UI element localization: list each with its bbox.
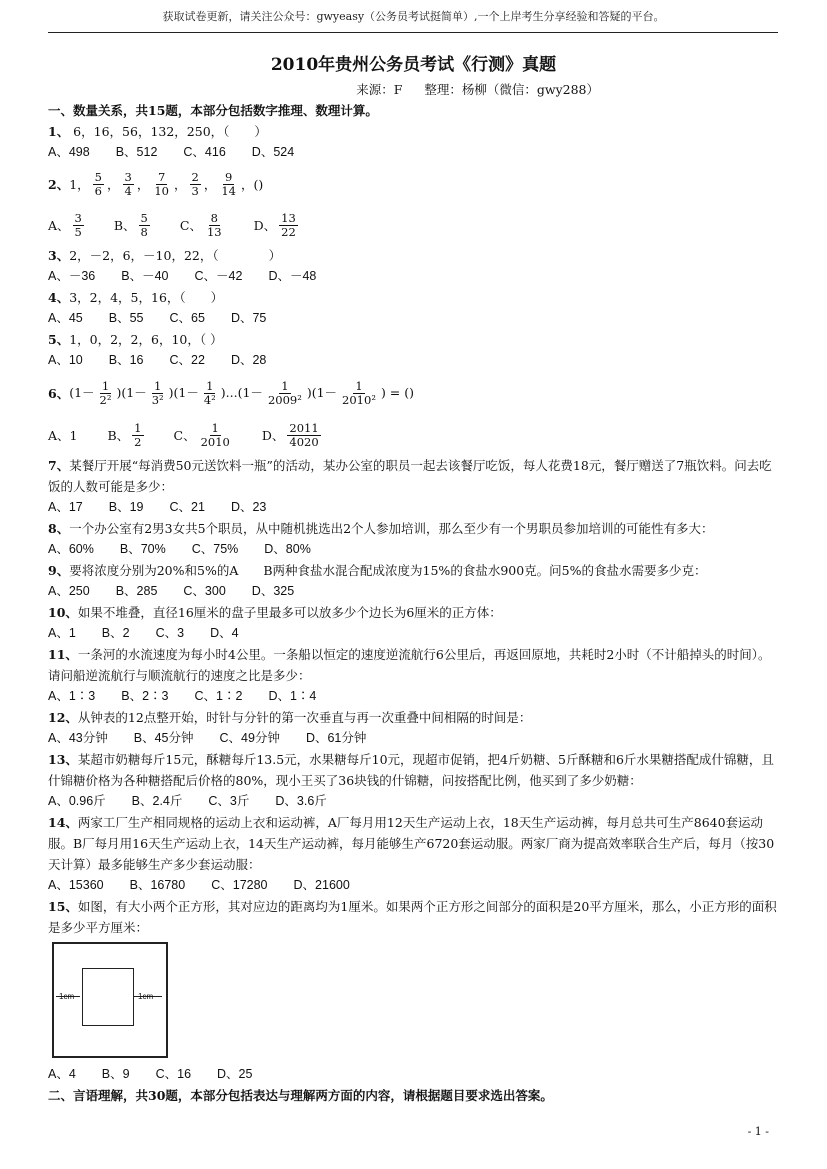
option-d[interactable]: D、－48 — [268, 269, 317, 283]
question-12 — [48, 707, 778, 728]
blank: () — [253, 176, 264, 192]
question-number: 15、 — [48, 899, 78, 914]
fraction: $\frac{5}{6}$ — [94, 169, 102, 198]
question-number: 3、 — [48, 248, 70, 263]
question-text: 某超市奶糖每斤15元，酥糖每斤13.5元，水果糖每斤10元，现超市促销，把4斤奶糖、5斤酥糖和6斤水果糖搭配成什锦糖，且什锦糖价格为各种糖搭配后价格的80%，现小王买了36块钱的什锦糖，问按搭配比例，他买到了多少奶糖： — [48, 752, 774, 788]
question-text: 3，2，4，5，16，（ ） — [69, 290, 224, 305]
question-text: 要将浓度分别为20%和5%的A B两种食盐水混合配成浓度为15%的食盐水900克。问5%的食盐水需要多少克： — [69, 563, 707, 578]
option-d[interactable]: D、80% — [264, 542, 311, 556]
question-3 — [48, 245, 778, 266]
question-10 — [48, 602, 778, 623]
option-a[interactable]: A、1 — [48, 626, 76, 640]
question-number: 2、 — [48, 176, 70, 192]
question-7 — [48, 455, 778, 497]
option-a-label[interactable]: A、 — [48, 427, 70, 443]
question-4 — [48, 287, 778, 308]
option-b[interactable]: $\frac{5}{8}$ — [140, 210, 148, 239]
question-5 — [48, 329, 778, 350]
question-number: 14、 — [48, 815, 78, 830]
header-divider — [48, 32, 778, 33]
option-c[interactable]: $\frac{1}{2010}$ — [200, 420, 230, 449]
options-q2 — [48, 205, 778, 245]
options-q13 — [48, 791, 778, 812]
option-c[interactable]: C、21 — [169, 500, 205, 514]
options-q1 — [48, 142, 778, 163]
option-d[interactable]: D、21600 — [293, 878, 350, 892]
question-text: 如果不堆叠，直径16厘米的盘子里最多可以放多少个边长为6厘米的正方体： — [77, 605, 502, 620]
option-a[interactable]: A、250 — [48, 584, 90, 598]
options-q6 — [48, 415, 778, 455]
question-1 — [48, 121, 778, 142]
question-text: 2，－2，6，－10，22，（ ） — [69, 248, 282, 263]
option-a[interactable]: A、43分钟 — [48, 731, 108, 745]
question-number: 12、 — [48, 710, 78, 725]
question-text: 两家工厂生产相同规格的运动上衣和运动裤，A厂每月用12天生产运动上衣，18天生产运动裤，每月总共可生产8640套运动服。B厂每月用16天生产运动上衣，14天生产运动裤，每月能够生产6720套运动服。两家厂商为提高效率联合生产后，每月（按30天计算）最多能够生产多少套运动服： — [48, 815, 775, 872]
option-d[interactable]: D、3.6斤 — [275, 794, 327, 808]
option-c[interactable]: C、416 — [183, 145, 226, 159]
fraction: $\frac{3}{4}$ — [124, 169, 132, 198]
option-b[interactable]: B、2∶3 — [121, 689, 169, 703]
option-d-label[interactable]: D、 — [261, 427, 285, 443]
source-from: 来源：F — [356, 82, 403, 97]
option-a[interactable]: A、15360 — [48, 878, 104, 892]
option-a[interactable]: A、－36 — [48, 269, 96, 283]
fraction: $\frac{7}{10}$ — [154, 169, 169, 198]
options-q4 — [48, 308, 778, 329]
sequence-lead: 1， — [69, 176, 90, 192]
options-q7 — [48, 497, 778, 518]
option-b[interactable]: B、2.4斤 — [131, 794, 183, 808]
option-d[interactable]: D、524 — [251, 145, 295, 159]
option-b[interactable]: B、16 — [108, 353, 144, 367]
option-b[interactable]: B、16780 — [129, 878, 186, 892]
option-c[interactable]: C、49分钟 — [219, 731, 280, 745]
question-text: 6，16，56，132，250，（ ） — [69, 124, 267, 139]
question-text: 一条河的水流速度为每小时4公里。一条船以恒定的速度逆流航行6公里后，再返回原地，共耗时2小时（不计船掉头的时间）。请问船逆流航行与顺流航行的速度之比是多少： — [48, 647, 771, 683]
option-c-label[interactable]: C、 — [179, 217, 202, 233]
option-b-label[interactable]: B、 — [107, 427, 130, 443]
option-a[interactable]: A、498 — [48, 145, 90, 159]
option-c[interactable]: C、75% — [191, 542, 239, 556]
fraction: $\frac{9}{14}$ — [221, 169, 236, 198]
section-heading-1: 一、数量关系，共15题，本部分包括数字推理、数理计算。 — [48, 103, 378, 118]
option-d[interactable]: $\frac{2011}{4020}$ — [289, 420, 319, 449]
options-q14 — [48, 875, 778, 896]
option-b[interactable]: $\frac{1}{2}$ — [134, 420, 142, 449]
question-text: 如图，有大小两个正方形，其对应边的距离均为1厘米。如果两个正方形之间部分的面积是20平方厘米，那么，小正方形的面积是多少平方厘米： — [48, 899, 777, 935]
option-c[interactable]: C、－42 — [194, 269, 243, 283]
option-b[interactable]: B、70% — [119, 542, 166, 556]
question-number: 11、 — [48, 647, 78, 662]
dimension-label-left: 1cm — [59, 992, 75, 1001]
page-header: 获取试卷更新，请关注公众号：gwyeasy（公务员考试挺简单）,一个上岸考生分享经验和答疑的平台。 — [162, 10, 665, 23]
question-6 — [48, 371, 778, 415]
options-q11 — [48, 686, 778, 707]
option-d-label[interactable]: D、 — [253, 217, 277, 233]
option-d[interactable]: D、75 — [230, 311, 267, 325]
page-number: - 1 - — [747, 1125, 769, 1138]
option-c[interactable]: C、22 — [169, 353, 205, 367]
question-text: 从钟表的12点整开始，时针与分针的第一次垂直与再一次重叠中间相隔的时间是： — [77, 710, 532, 725]
option-a[interactable]: A、1∶3 — [48, 689, 96, 703]
question-13 — [48, 749, 778, 791]
question-number: 8、 — [48, 521, 70, 536]
question-15 — [48, 896, 778, 938]
options-q10 — [48, 623, 778, 644]
option-b[interactable]: B、9 — [101, 1067, 130, 1081]
question-number: 1、 — [48, 124, 70, 139]
options-q9 — [48, 581, 778, 602]
option-d[interactable]: D、25 — [217, 1067, 253, 1081]
option-c[interactable]: C、1∶2 — [194, 689, 243, 703]
question-number: 4、 — [48, 290, 70, 305]
option-d[interactable]: D、1∶4 — [268, 689, 317, 703]
option-b[interactable]: B、45分钟 — [133, 731, 194, 745]
option-a[interactable]: A、45 — [48, 311, 83, 325]
option-b-label[interactable]: B、 — [113, 217, 136, 233]
option-b[interactable]: B、285 — [115, 584, 158, 598]
option-d[interactable]: D、28 — [230, 353, 267, 367]
option-c[interactable]: $\frac{8}{13}$ — [206, 210, 222, 239]
option-d[interactable]: $\frac{13}{22}$ — [281, 210, 296, 239]
option-b[interactable]: B、512 — [115, 145, 158, 159]
option-a-label[interactable]: A、 — [48, 217, 70, 233]
question-number: 6、 — [48, 385, 70, 401]
exam-content — [48, 100, 778, 1106]
option-a[interactable]: A、60% — [48, 542, 94, 556]
small-square — [82, 968, 134, 1026]
question-number: 13、 — [48, 752, 78, 767]
question-11 — [48, 644, 778, 686]
question-text: 某餐厅开展“每消费50元送饮料一瓶”的活动，某办公室的职员一起去该餐厅吃饭，每人花费18元，餐厅赠送了7瓶饮料。问去吃饭的人数可能是多少： — [48, 458, 772, 494]
option-d[interactable]: D、325 — [251, 584, 295, 598]
options-q8 — [48, 539, 778, 560]
option-c[interactable]: C、16 — [155, 1067, 192, 1081]
question-14 — [48, 812, 778, 875]
option-a[interactable]: A、17 — [48, 500, 83, 514]
question-text: 一个办公室有2男3女共5个职员，从中随机挑选出2个人参加培训，那么至少有一个男职员参加培训的可能性有多大： — [69, 521, 714, 536]
question-number: 5、 — [48, 332, 70, 347]
option-c[interactable]: C、17280 — [211, 878, 268, 892]
option-a[interactable]: A、0.96斤 — [48, 794, 106, 808]
option-b[interactable]: B、2 — [101, 626, 130, 640]
source-editor: 整理：杨柳（微信：gwy288） — [424, 82, 599, 97]
question-8 — [48, 518, 778, 539]
source-line — [356, 80, 617, 98]
option-b[interactable]: B、19 — [108, 500, 144, 514]
option-c[interactable]: C、65 — [169, 311, 205, 325]
option-b[interactable]: B、55 — [108, 311, 144, 325]
question-2: 2、 1， $\frac{5}{6}$ ， $\frac{3}{4}$ ， $\frac{7}{10}$ ， $\frac{2}{3}$ ， $\frac{9}{14}$ ， () — [48, 169, 264, 198]
option-b[interactable]: B、－40 — [121, 269, 169, 283]
option-d[interactable]: D、23 — [230, 500, 267, 514]
options-q5 — [48, 350, 778, 371]
question-9 — [48, 560, 778, 581]
option-c[interactable]: C、300 — [183, 584, 226, 598]
options-q12 — [48, 728, 778, 749]
options-q3 — [48, 266, 778, 287]
question-number: 7、 — [48, 458, 70, 473]
option-c[interactable]: C、3斤 — [208, 794, 250, 808]
option-c[interactable]: C、3 — [155, 626, 185, 640]
option-c-label[interactable]: C、 — [173, 427, 196, 443]
option-a[interactable]: 1 — [69, 427, 78, 443]
option-d[interactable]: D、4 — [210, 626, 239, 640]
question-number: 10、 — [48, 605, 78, 620]
option-d[interactable]: D、61分钟 — [305, 731, 367, 745]
options-q15 — [48, 1064, 778, 1085]
option-a[interactable]: A、10 — [48, 353, 83, 367]
option-a[interactable]: A、4 — [48, 1067, 76, 1081]
question-text: 1，0，2，2，6，10，（ ） — [69, 332, 223, 347]
option-a[interactable]: $\frac{3}{5}$ — [74, 210, 82, 239]
math-expression: (1－ $\frac{1}{\text{2²}}$ )(1－ $\frac{1}{\text{3²}}$ )(1－ $\frac{1}{\text{4²}}$ )...(1－ $\frac{1}{\text{2009²}}$ )(1－ $\frac{1}{\text{2010²}}$ ) = () — [69, 378, 414, 407]
fraction: $\frac{2}{3}$ — [191, 169, 199, 198]
question-number: 9、 — [48, 563, 70, 578]
page-title: 2010年贵州公务员考试《行测》真题 — [270, 55, 557, 75]
dimension-label-right: 1cm — [138, 992, 154, 1001]
section-heading-2: 二、言语理解，共30题，本部分包括表达与理解两方面的内容，请根据题目要求选出答案。 — [48, 1088, 553, 1103]
squares-figure — [52, 942, 168, 1058]
